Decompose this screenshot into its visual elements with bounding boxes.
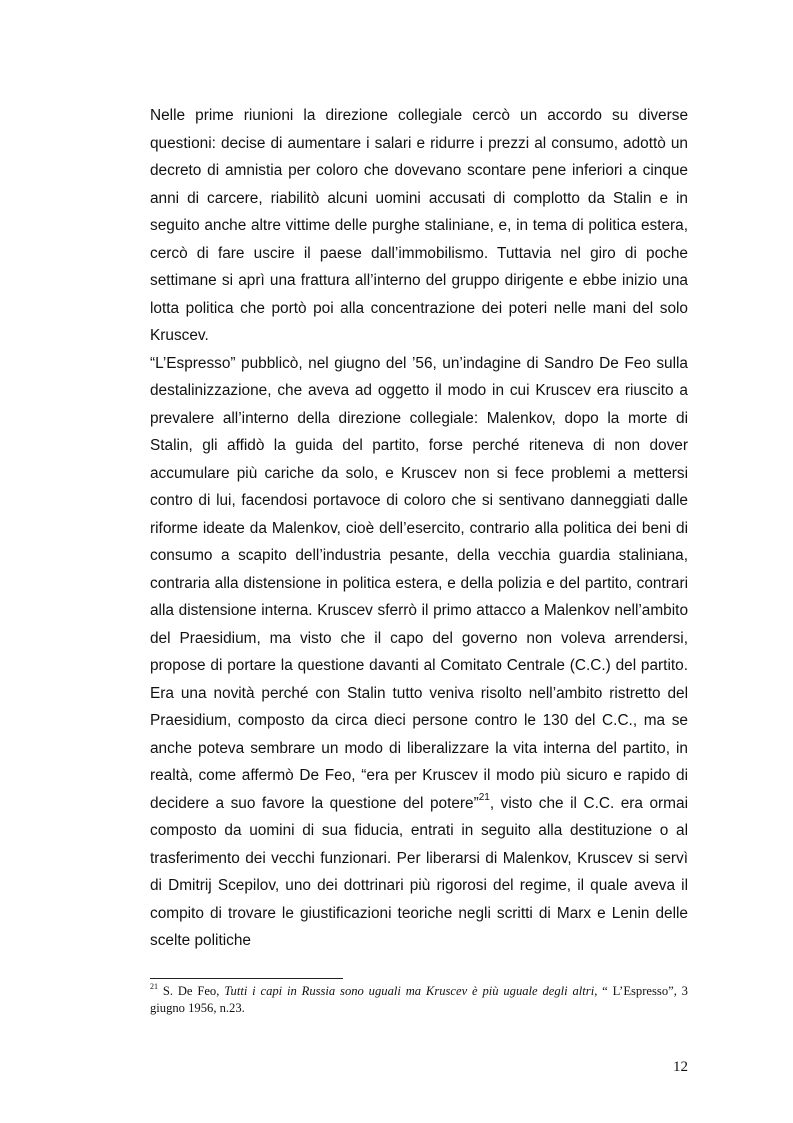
footnote-number: 21: [150, 981, 158, 991]
paragraph-1: Nelle prime riunioni la direzione collegiale cercò un accordo su diverse questioni: decise di aumentare i salari e ridurre i prezzi al consumo, adottò un decreto di amnistia per coloro che dovevano scontare pene inferiori a cinque anni di carcere, riabilitò alcuni uomini accusati di complotto da Stalin e in seguito anche altre vittime delle purghe staliniane, e, in tema di politica estera, cercò di fare uscire il paese dall’immobilismo. Tuttavia nel giro di poche settimane si aprì una frattura all’interno del gruppo dirigente e ebbe inizio una lotta politica che portò poi alla concentrazione dei poteri nelle mani del solo Kruscev.: [150, 107, 688, 344]
page-number: 12: [673, 1059, 688, 1075]
footnote-reference-21[interactable]: 21: [478, 792, 490, 804]
footnote-21: [150, 983, 688, 1017]
paragraph-2-text-before-reference: “L’Espresso” pubblicò, nel giugno del ’56, un’indagine di Sandro De Feo sulla destalinizzazione, che aveva ad oggetto il modo in cui Kruscev era riuscito a prevalere all’interno della direzione collegiale: Malenkov, dopo la morte di Stalin, gli affidò la guida del partito, forse perché riteneva di non dover accumulare più cariche da solo, e Kruscev non si fece problemi a mettersi contro di lui, facendosi portavoce di coloro che si sentivano danneggiati dalle riforme ideate da Malenkov, cioè dell’esercito, contrario alla politica dei beni di consumo a scapito dell’industria pesante, della vecchia guardia staliniana, contraria alla distensione in politica estera, e della polizia e del partito, contrari alla distensione interna. Kruscev sferrò il primo attacco a Malenkov nell’ambito del Praesidium, ma visto che il capo del governo non voleva arrendersi, propose di portare la questione davanti al Comitato Centrale (C.C.) del partito. Era una novità perché con Stalin tutto veniva risolto nell’ambito ristretto del Praesidium, composto da circa dieci persone contro le 130 del C.C., ma se anche poteva sembrare un modo di liberalizzare la vita interna del partito, in realtà, come affermò De Feo, “era per Kruscev il modo più sicuro e rapido di decidere a suo favore la questione del potere”: [150, 354, 688, 812]
main-text: [150, 102, 688, 955]
paragraph-2: [150, 350, 688, 955]
footnote-separator: [150, 978, 343, 979]
footnote-author: S. De Feo,: [158, 984, 225, 998]
footnote-article-title: Tutti i capi in Russia sono uguali ma Kruscev è più uguale degli altri: [224, 984, 595, 998]
footnote-source: , “ L’Espresso”, 3 giugno 1956, n.23.: [150, 984, 688, 1015]
paragraph-2-text-after-reference: , visto che il C.C. era ormai composto da uomini di sua fiducia, entrati in seguito alla destituzione o al trasferimento dei vecchi funzionari. Per liberarsi di Malenkov, Kruscev si servì di Dmitrij Scepilov, uno dei dottrinari più rigorosi del regime, il quale aveva il compito di trovare le giustificazioni teoriche negli scritti di Marx e Lenin delle scelte politiche: [150, 794, 688, 949]
